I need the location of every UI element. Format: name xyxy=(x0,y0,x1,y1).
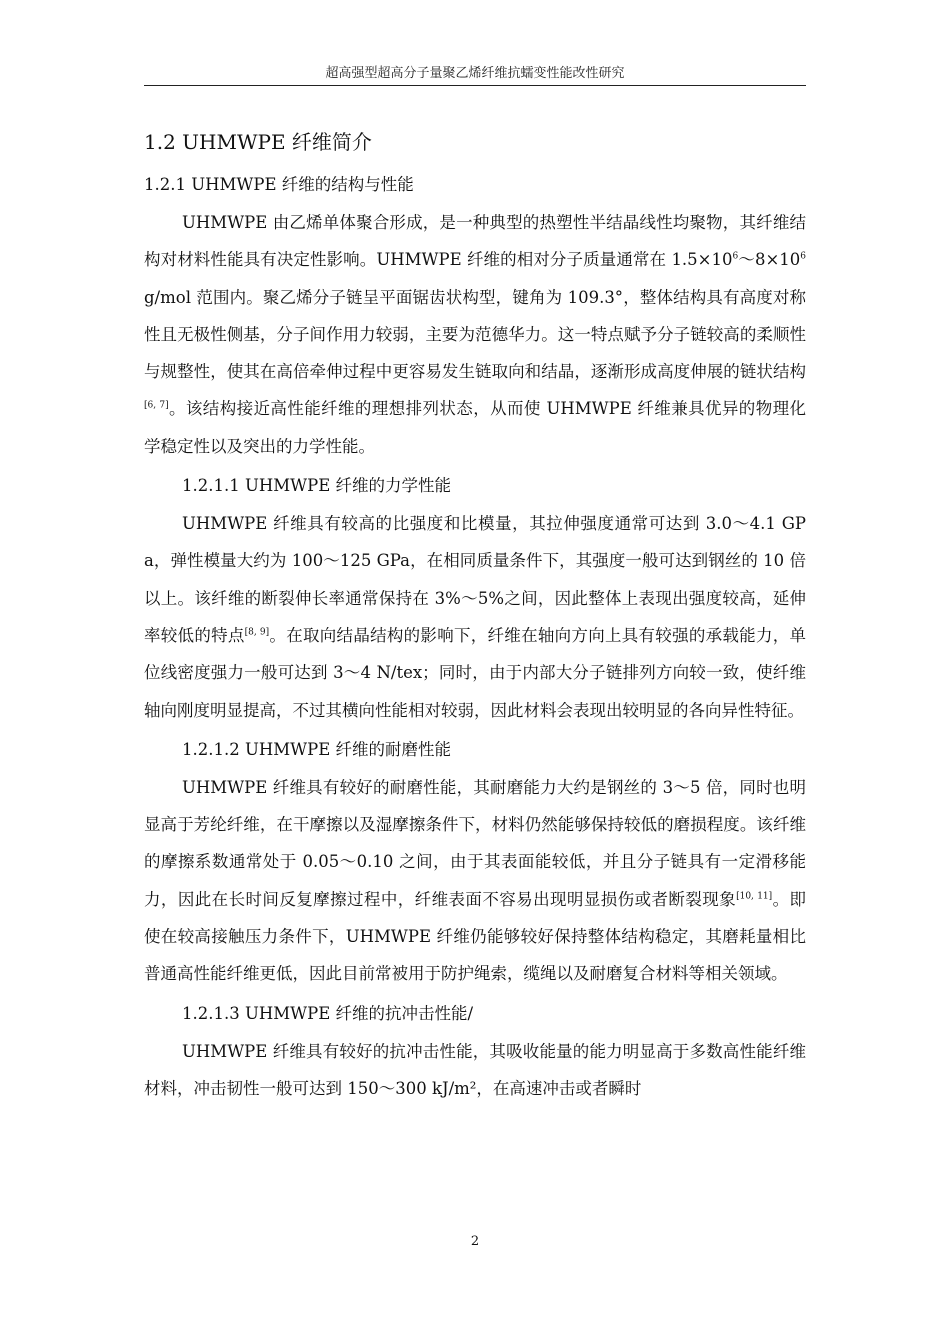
exponent: 6 xyxy=(732,251,739,262)
running-header: 超高强型超高分子量聚乙烯纤维抗蠕变性能改性研究 xyxy=(325,66,625,81)
citation: [10, 11] xyxy=(736,891,773,902)
wear-text-a: UHMWPE 纤维具有较好的耐磨性能，其耐磨能力大约是钢丝的 3～5 倍，同时也明显高于芳纶纤维，在干摩擦以及湿摩擦条件下，材料仍然能够保持较低的磨损程度。该纤维的摩擦系数通常处于 0.05～0.10 之间，由于其表面能较低，并且分子链具有一定滑移能力，因此在长时间反复摩擦过程中，纤维表面不容易出现明显损伤或者断裂现象 xyxy=(144,777,806,909)
structure-paragraph xyxy=(144,204,806,465)
structure-text-c: g/mol 范围内。聚乙烯分子链呈平面锯齿状构型，键角为 109.3°，整体结构具有高度对称性且无极性侧基，分子间作用力较弱，主要为范德华力。这一特点赋予分子链较高的柔顺性与规整性，使其在高倍牵伸过程中更容易发生链取向和结晶，逐渐形成高度伸展的链状结构 xyxy=(144,287,806,382)
wear-paragraph xyxy=(144,769,806,993)
page-content xyxy=(144,124,806,1107)
section-heading: 1.2 UHMWPE 纤维简介 xyxy=(144,130,372,154)
structure-text-b: ～8×10 xyxy=(738,250,801,270)
impact-heading: 1.2.1.3 UHMWPE 纤维的抗冲击性能/ xyxy=(182,1003,474,1023)
structure-text-d: 。该结构接近高性能纤维的理想排列状态，从而使 UHMWPE 纤维兼具优异的物理化学稳定性以及突出的力学性能。 xyxy=(144,399,806,456)
citation: [8, 9] xyxy=(244,627,270,638)
exponent: 6 xyxy=(800,251,806,262)
mechanical-text-b: 。在取向结晶结构的影响下，纤维在轴向方向上具有较强的承载能力，单位线密度强力一般可达到 3～4 N/tex；同时，由于内部大分子链排列方向较一致，使纤维轴向刚度明显提高，不过其横向性能相对较弱，因此材料会表现出较明显的各向异性特征。 xyxy=(144,625,807,720)
header-rule xyxy=(144,85,806,86)
mechanical-heading: 1.2.1.1 UHMWPE 纤维的力学性能 xyxy=(182,476,452,496)
page-number: 2 xyxy=(470,1234,480,1249)
citation: [6, 7] xyxy=(144,400,169,411)
structure-text-a: UHMWPE 由乙烯单体聚合形成，是一种典型的热塑性半结晶线性均聚物，其纤维结构对材料性能具有决定性影响。UHMWPE 纤维的相对分子质量通常在 1.5×10 xyxy=(144,213,806,270)
impact-paragraph xyxy=(144,1033,806,1108)
wear-heading: 1.2.1.2 UHMWPE 纤维的耐磨性能 xyxy=(182,739,452,759)
subsection-heading: 1.2.1 UHMWPE 纤维的结构与性能 xyxy=(144,175,414,194)
mechanical-paragraph xyxy=(144,505,806,729)
mechanical-text-a: UHMWPE 纤维具有较高的比强度和比模量，其拉伸强度通常可达到 3.0～4.1 GPa，弹性模量大约为 100～125 GPa，在相同质量条件下，其强度一般可达到钢丝的 10 倍以上。该纤维的断裂伸长率通常保持在 3%～5%之间，因此整体上表现出强度较高，延伸率较低的特点 xyxy=(144,514,806,645)
wear-text-b: 。即使在较高接触压力条件下，UHMWPE 纤维仍能够较好保持整体结构稳定，其磨耗量相比普通高性能纤维更低，因此目前常被用于防护绳索，缆绳以及耐磨复合材料等相关领域。 xyxy=(144,889,807,984)
impact-text-a: UHMWPE 纤维具有较好的抗冲击性能，其吸收能量的能力明显高于多数高性能纤维材料，冲击韧性一般可达到 150～300 kJ/m²，在高速冲击或者瞬时 xyxy=(144,1041,806,1098)
